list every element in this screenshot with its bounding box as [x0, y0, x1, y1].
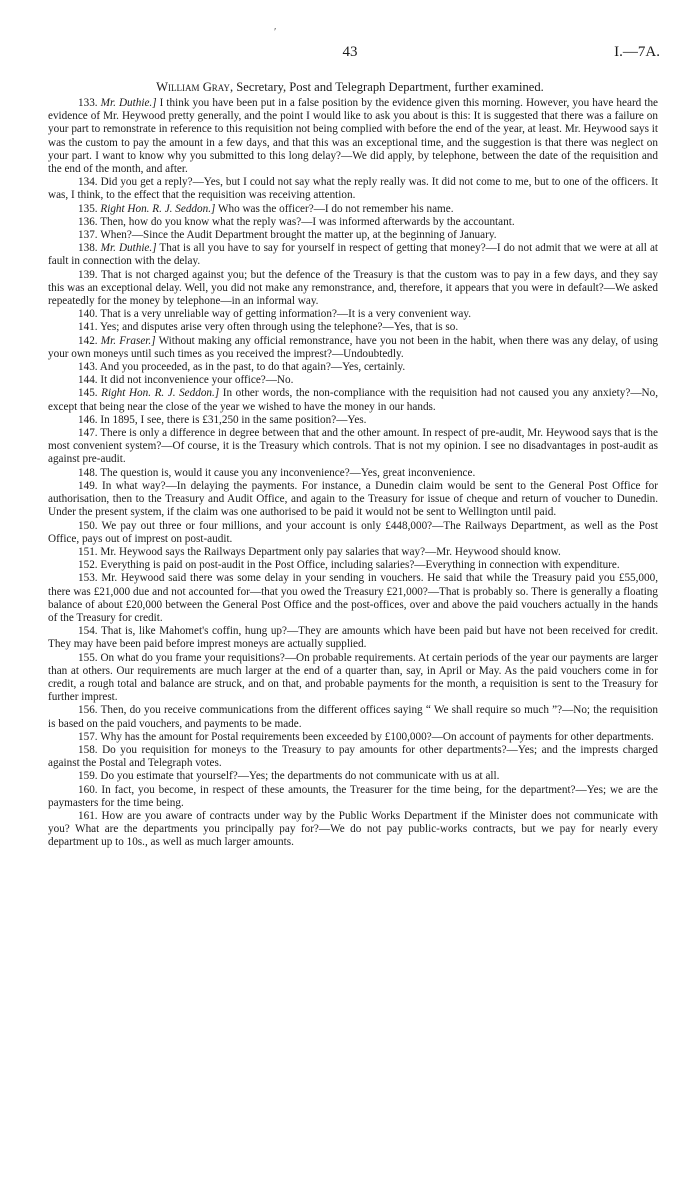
question-number: 133.: [78, 97, 101, 109]
testimony-text: Mr. Heywood says the Railways Department only pay salaries that way?—Mr. Heywood should know.: [100, 545, 561, 558]
testimony-paragraph: [48, 770, 658, 783]
testimony-text: In what way?—In delaying the payments. For instance, a Dunedin claim would be sent to the General Post Office for authorisation, then to the Treasury and Audit Office, and again to the Treasury for issue of cheque and return of voucher to Dunedin. Under the present system, if the claim was one authorised to be paid it would not be sent to Wellington until paid.: [48, 479, 658, 519]
question-number: 157.: [78, 730, 101, 743]
testimony-paragraph: [48, 427, 658, 467]
speaker-name: Right Hon. R. J. Seddon.]: [101, 387, 220, 400]
testimony-text: When?—Since the Audit Department brought the matter up, at the beginning of January.: [100, 229, 497, 242]
witness-name: William Gray: [156, 80, 230, 94]
question-number: 154.: [78, 625, 101, 638]
testimony-paragraph: [48, 216, 658, 229]
speaker-name: Mr. Fraser.]: [100, 334, 156, 347]
question-number: 141.: [78, 321, 100, 334]
testimony-paragraph: [48, 361, 658, 374]
testimony-paragraph: [48, 176, 658, 202]
testimony-text: Then, how do you know what the reply was?—I was informed afterwards by the accountant.: [100, 215, 515, 228]
testimony-text: The question is, would it cause you any inconvenience?—Yes, great inconvenience.: [100, 466, 476, 479]
question-number: 155.: [78, 651, 101, 664]
testimony-paragraph: [48, 229, 658, 242]
question-number: 156.: [78, 704, 101, 717]
question-number: 149.: [78, 479, 103, 492]
testimony-text: Do you estimate that yourself?—Yes; the departments do not communicate with us at all.: [100, 770, 500, 783]
testimony-text: Everything is paid on post-audit in the Post Office, including salaries?—Everything in connection with expenditure.: [100, 559, 620, 572]
testimony-text: We pay out three or four millions, and your account is only £448,000?—The Railways Department, as well as the Post Office, pays out of imprest on post-audit.: [48, 519, 658, 545]
testimony-text: And you proceeded, as in the past, to do that again?—Yes, certainly.: [99, 361, 406, 374]
testimony-text: That is a very unreliable way of getting information?—It is a very convenient way.: [100, 308, 472, 321]
question-number: 146.: [78, 413, 101, 426]
testimony-text: Without making any official remonstrance, have you not been in the habit, when there was any delay, of using your own moneys until such times as you received the imprest?—Undoubtedly.: [48, 334, 659, 360]
question-number: 150.: [78, 519, 102, 532]
testimony-text: There is only a difference in degree between that and the other amount. In respect of pre-audit, Mr. Heywood says that is the most convenient system?—Of course, it is the Treasury which controls. That is not my opinion. I see no disadvantages in post-audit as against pre-audit.: [48, 427, 658, 466]
testimony-text: How are you aware of contracts under way by the Public Works Department if the Minister does not communicate with you? What are the departments you principally pay for?—We do not pay public-works contracts, but we pay for nearly every department up to 10s., as well as much larger amounts.: [48, 809, 658, 849]
testimony-paragraph: [48, 414, 658, 427]
testimony-text: Why has the amount for Postal requirements been exceeded by £100,000?—On account of payments for other departments.: [100, 730, 654, 743]
question-number: 135.: [78, 202, 101, 215]
question-number: 144.: [78, 374, 101, 387]
testimony-text: That is not charged against you; but the defence of the Treasury is that the custom was to pay in a few days, and they say this was an exceptional delay. Well, you did not make any remonstrance, and, therefore, it appears that you were in default?—We asked repeatedly for the money by telephone—in an informal way.: [48, 268, 658, 308]
testimony-paragraph: [48, 321, 658, 334]
testimony-text: In 1895, I see, there is £31,250 in the same position?—Yes.: [100, 413, 367, 426]
testimony-paragraph: [48, 704, 658, 730]
question-number: 142.: [78, 334, 101, 347]
testimony-paragraph: [48, 203, 658, 216]
question-number: 143.: [78, 361, 100, 374]
question-number: 140.: [78, 308, 101, 321]
question-number: 158.: [78, 743, 103, 756]
testimony-paragraph: [48, 744, 658, 770]
testimony-text: I think you have been put in a false position by the evidence given this morning. However, you have heard the evidence of Mr. Heywood pretty generally, and the point I would like to ask you about is this: It is suggested that there was a failure on your part to remonstrate in reference to this requisition not being complied with before the end of the year, at least. Mr. Heywood says it was the custom to pay the amount in a few days, and that this was an exceptional time, and the suggestion is that there was neglect on your part. I want to know why you submitted to this long delay?—We did apply, by telephone, between the date of the requisition and the end of the month, and after.: [48, 97, 659, 176]
testimony-paragraph: [48, 731, 658, 744]
testimony-paragraph: [48, 572, 658, 625]
testimony-paragraph: [48, 97, 658, 176]
question-number: 160.: [78, 783, 102, 796]
testimony-text: Mr. Heywood said there was some delay in your sending in vouchers. He said that while the Treasury paid you £55,000, there was £21,000 due and not accounted for—that you owed the Treasury £21,000?—That is probably so. There is generally a floating balance of about £20,000 between the General Post Office and the post-offices, over and above the paid vouchers actually in the hands of the Treasury for credit.: [48, 572, 659, 624]
question-number: 153.: [78, 572, 102, 585]
testimony-text: Did you get a reply?—Yes, but I could not say what the reply really was. It did not come to me, but to one of the officers. It was, I think, to the effect that the requisition was receiving attention.: [48, 176, 659, 202]
testimony-paragraph: [48, 335, 658, 361]
testimony-text: Yes; and disputes arise very often through using the telephone?—Yes, that is so.: [99, 321, 459, 334]
testimony-text: In fact, you become, in respect of these amounts, the Treasurer for the time being, for the department?—Yes; we are the paymasters for the time being.: [48, 783, 658, 809]
testimony-paragraph: [48, 784, 658, 810]
testimony-paragraph: [48, 546, 658, 559]
testimony-text: On what do you frame your requisitions?—On probable requirements. At certain periods of the year our payments are larger than at others. Our requirements are much larger at the end of a quarter than, say, in April or May. As the paid vouchers come in for credit, a rough total and balance are struck, and on that, and probable payments for the month, a requisition is sent to the Treasury for further imprest.: [48, 651, 658, 704]
testimony-text: Do you requisition for moneys to the Treasury to pay amounts for other departments?—Yes; and the imprests charged against the Postal and Telegraph votes.: [48, 743, 659, 770]
testimony-paragraph: [48, 480, 658, 520]
question-number: 152.: [78, 559, 101, 572]
question-number: 151.: [78, 545, 101, 558]
testimony-text: That is all you have to say for yourself in respect of getting that money?—I do not admit that we were at all at fault in connection with the delay.: [48, 242, 659, 268]
question-number: 136.: [78, 215, 101, 228]
question-number: 138.: [78, 242, 101, 255]
question-number: 145.: [78, 387, 102, 400]
testimony-body: [48, 97, 658, 850]
testimony-text: Then, do you receive communications from the different offices saying “ We shall require so much ”?—No; the requisition is based on the paid vouchers, and payments to be made.: [48, 704, 658, 730]
testimony-text: That is, like Mahomet's coffin, hung up?—They are amounts which have been paid but have not been received for credit. They may have been paid before imprest moneys are actually supplied.: [48, 625, 658, 651]
page-number: 43: [342, 44, 358, 60]
testimony-paragraph: [48, 559, 658, 572]
testimony-text: Who was the officer?—I do not remember his name.: [215, 202, 454, 215]
testimony-text: In other words, the non-compliance with the requisition had not caused you any anxiety?—No, except that being near the close of the year we wished to have the money in our hands.: [48, 387, 659, 413]
testimony-paragraph: [48, 520, 658, 546]
section-heading: [48, 79, 652, 95]
question-number: 159.: [78, 770, 101, 783]
testimony-paragraph: [48, 269, 658, 309]
question-number: 134.: [78, 176, 101, 189]
testimony-paragraph: [48, 242, 658, 268]
question-number: 161.: [78, 809, 102, 822]
testimony-paragraph: [48, 625, 658, 651]
question-number: 137.: [78, 229, 101, 242]
testimony-paragraph: [48, 467, 658, 480]
paper-reference: I.—7A.: [614, 44, 660, 60]
tick-mark: ′: [274, 26, 277, 38]
testimony-paragraph: [48, 387, 658, 413]
question-number: 148.: [78, 466, 101, 479]
speaker-name: Mr. Duthie.]: [100, 242, 157, 255]
heading-rest: , Secretary, Post and Telegraph Department, further examined.: [229, 80, 544, 94]
testimony-paragraph: [48, 374, 658, 387]
speaker-name: Mr. Duthie.]: [100, 97, 157, 109]
speaker-name: Right Hon. R. J. Seddon.]: [100, 202, 216, 215]
testimony-paragraph: [48, 308, 658, 321]
question-number: 147.: [78, 427, 101, 440]
testimony-paragraph: [48, 810, 658, 850]
question-number: 139.: [78, 268, 101, 281]
testimony-text: It did not inconvenience your office?—No.: [100, 374, 294, 387]
testimony-paragraph: [48, 652, 658, 705]
